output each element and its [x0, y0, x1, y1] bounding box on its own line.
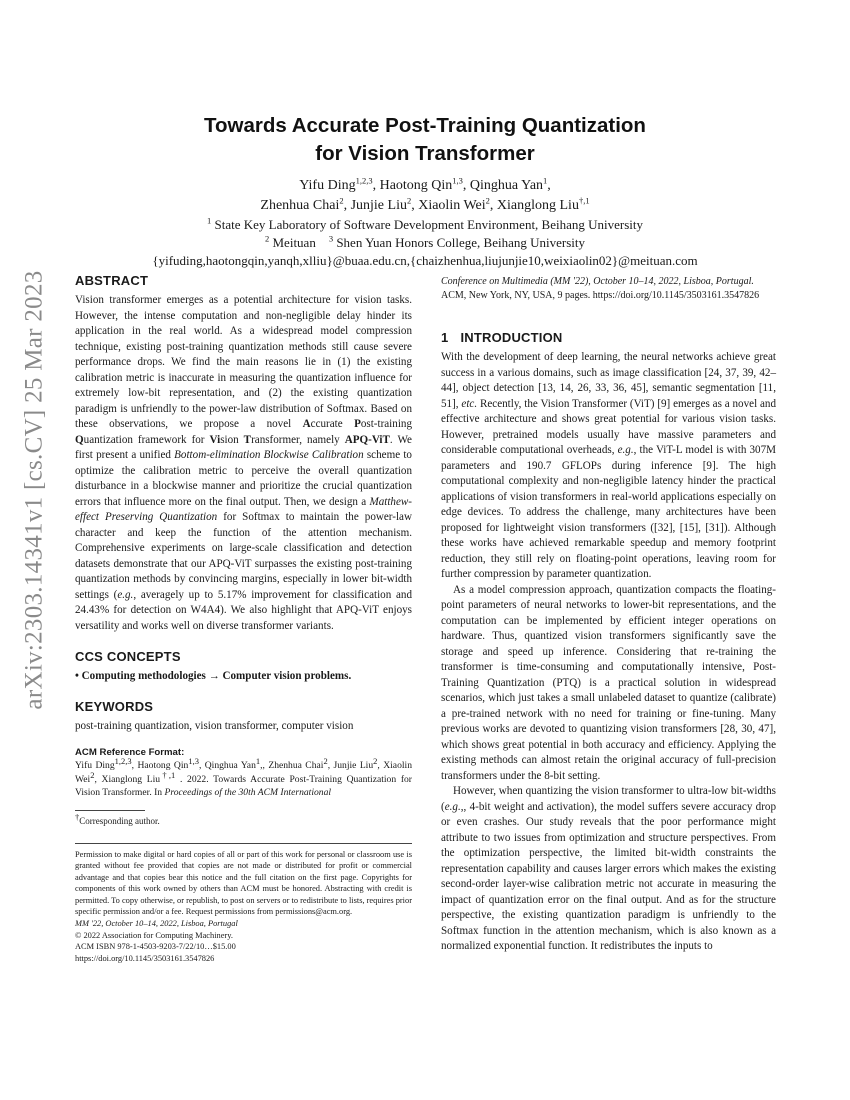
acronym-letter: P [354, 418, 361, 430]
affil-text: Shen Yuan Honors College, Beihang University [336, 235, 585, 250]
ref-sup: 2 [90, 769, 95, 780]
ref-fragment: , Qinghua Yan [198, 760, 256, 771]
author-name: Haotong Qin [379, 178, 453, 193]
abstract-emphasis: e.g. [117, 588, 134, 601]
affil-sup: 2 [265, 233, 270, 244]
author-name: Xiaolin Wei [418, 198, 486, 213]
title-line-1: Towards Accurate Post-Training Quantization [204, 114, 646, 137]
affiliation-2-3 [100, 234, 750, 252]
acm-reference-heading: ACM Reference Format: [75, 747, 185, 758]
abstract-fragment: ransformer, namely [251, 433, 345, 446]
author-sep: , [489, 198, 497, 213]
author-sup: 2 [485, 195, 490, 206]
footnote-rule [75, 810, 145, 811]
intro-fragment: However, when quantizing the vision transformer to ultra-low bit-widths ( [441, 785, 776, 813]
ref-fragment: ,, Zhenhua Chai [260, 760, 324, 771]
affiliations [100, 216, 750, 270]
intro-emphasis: etc. [461, 397, 478, 410]
intro-fragment: With the development of deep learning, the neural networks achieve great success in a various domains, such as image classification [24, 37, 39, 42–44], object detection [13, 14, 26, 33, 36, 45], semantic segmentation [11, 51], [441, 351, 776, 410]
conf-rest: ACM, New York, NY, USA, 9 pages. https://doi.org/10.1145/3503161.3547826 [441, 290, 760, 301]
intro-emphasis: e.g. [617, 444, 634, 456]
author-sep: , [462, 178, 470, 193]
intro-fragment: Recently, the Vision Transformer (ViT) [9] emerges as a novel and effective architecture and shows great potential for various vision tasks. However, pretrained models usually have massive parameters and considerable computational overheads, [441, 397, 776, 456]
acm-reference-text [75, 755, 413, 800]
acronym-letter: A [302, 418, 311, 430]
intro-paragraph-2: As a model compression approach, quantization compacts the floating-point parameters of neural networks to lower-bit representations, and the computation can be implemented by efficient integer operations on hardware. Thus, quantized vision transformers significantly save the storage and speed up inference. Considering that re-training the transformer is time-consuming and computationally intensive, Post-Training Quantization (PTQ) is a practical solution in widespread scenarios, which just takes a small unlabeled dataset to quantize (calibrate) a pre-trained network with no need for training or fine-tuning. Many previous works are devoted to quantizing vision transformers [28, 30, 47], which shows great potential in both accuracy and efficiency. Applying the existing methods can almost retain the original accuracy of full-precision transformers under the 8-bit setting. [441, 583, 776, 782]
author-sup: 2 [339, 195, 344, 206]
abstract-emphasis: Bottom-elimination Blockwise Calibration [174, 449, 364, 461]
keywords-heading: KEYWORDS [75, 699, 154, 714]
introduction-heading [441, 329, 776, 347]
intro-emphasis: e.g. [444, 800, 461, 813]
reference-continuation [441, 275, 776, 303]
paper-title [100, 112, 750, 168]
ref-sup: 2 [373, 755, 378, 766]
section-number: 1 [441, 330, 449, 345]
permission-notice: Permission to make digital or hard copies of all or part of this work for personal or classroom use is granted without fee provided that copies are not made or distributed for profit or commercial advantage and that copies bear this notice and the full citation on the first page. Copyrights for components of this work owned by others than ACM must be honored. Abstracting with credit is permitted. To copy otherwise, or republish, to post on servers or to redistribute to lists, requires prior specific permission and/or a fee. Request permissions from permissions@acm.org. [75, 849, 412, 917]
author-emails: {yifuding,haotongqin,yanqh,xlliu}@buaa.edu.cn,{chaizhenhua,liujunjie10,weixiaolin02}@meituan.com [152, 253, 698, 268]
ref-sup: 1 [255, 755, 261, 766]
permission-copyright: © 2022 Association for Computing Machinery. [75, 930, 233, 940]
ccs-concept: • Computing methodologies → Computer vision problems. [75, 670, 352, 682]
affil-sup: 3 [328, 233, 334, 244]
author-sep: , [411, 198, 419, 213]
author-name: Yifu Ding [299, 178, 356, 193]
abstract-fragment: , averagely up to 5.17% improvement for classification and 24.43% for detection on W4A4). We also highlight that APQ-ViT enjoys versatility and works well on diverse transformer variants. [75, 588, 412, 632]
section-title: INTRODUCTION [460, 330, 563, 345]
keywords-text: post-training quantization, vision transformer, computer vision [75, 720, 354, 732]
title-block [100, 112, 750, 270]
author-sup: 1,3 [452, 175, 463, 186]
ref-sup: 1,3 [188, 755, 199, 766]
abstract-fragment: scheme to optimize the calibration metric to perceive the overall quantization disturbance in a blockwise manner and prioritize the crucial quantization errors that influence more on the final output. Then, we design a [75, 449, 412, 508]
author-sep: , [372, 178, 380, 193]
footnote [75, 811, 412, 827]
author-name: Xianglong Liu [496, 198, 579, 213]
author-sup: 2 [406, 195, 412, 206]
title-line-2: for Vision Transformer [315, 142, 535, 165]
abstract-fragment: uantization framework for [83, 433, 210, 446]
abstract-fragment: Vision transformer emerges as a potential architecture for vision tasks. However, the intense computation and non-negligible delay hinder its application in the real world. As a widespread model compression technique, existing post-training quantization methods still cause severe performance drops. We find the main reasons lie in (1) the existing calibration metric is inaccurate in measuring the quantization influence for extremely low-bit representation, and (2) the existing quantization paradigm is unfriendly to the power-law distribution of Softmax. Based on these observations, we propose a novel [75, 294, 412, 430]
ref-venue: Proceedings of the 30th ACM International [164, 787, 332, 798]
arxiv-stamp [14, 270, 56, 710]
abstract-emphasis: Matthew-effect Preserving Quantization [75, 495, 412, 523]
permission-isbn: ACM ISBN 978-1-4503-9203-7/22/10…$15.00 [75, 942, 236, 952]
abstract-text [75, 293, 412, 634]
right-column [441, 275, 776, 955]
author-line-2 [100, 196, 750, 216]
permission-conf [75, 918, 412, 930]
author-sup: 1 [543, 175, 548, 186]
acronym-letter: Vi [209, 433, 221, 446]
author-sep: , [343, 198, 351, 213]
arxiv-id-text: arXiv:2303.14341v1 [cs.CV] 25 Mar 2023 [21, 270, 48, 710]
ref-sup: 2 [323, 755, 328, 766]
intro-fragment: ,, 4-bit weight and activation), the model suffers severe accuracy drop or even crashes. Our study reveals that the poor performance might attribute to two issues from optimization and structure perspectives. From the optimization perspective, the limited bit-width constraints the representation capability and causes larger errors which makes the existing second-order layer-wise calibration metric not accurate in measuring the impact of quantization error on the final output. And as for the structure perspective, the existing quantization paradigm is unfriendly to the Softmax function in the attention mechanism, which is also known as a normalized exponential function. It redistributes the inputs to [441, 800, 776, 952]
author-sup: †,1 [578, 195, 590, 206]
abstract-fragment: sion [220, 433, 244, 446]
intro-fragment: , the ViT-L model is with 307M parameters and 190.7 GFLOPs during inference [9]. The high computational complexity and non-negligible latency hinder the practical applications of vision transformers in real-world applications especially on edge devices. To address the challenge, many architectures have been proposed for lightweight vision transformers ([32], [15], [31]). Although these works have achieved remarkable speedup and memory footprint reduction, they still rely on floating-point operations, leaving room for further compression by parameter quantization. [441, 444, 776, 580]
abstract-fragment: . We first present a unified [75, 433, 412, 461]
left-column [75, 272, 412, 964]
author-name: Qinghua Yan [469, 178, 544, 193]
ref-fragment: Yifu Ding [75, 760, 115, 771]
footnote-sup: † [75, 811, 80, 822]
author-name: Zhenhua Chai [260, 198, 340, 213]
ref-fragment: , Xiaolin Wei [75, 760, 412, 785]
footnote-text: Corresponding author. [79, 815, 160, 826]
acronym-letter: T [243, 433, 252, 446]
abstract-fragment: for Softmax to maintain the power-law character and keep the function of the attention mechanism. Comprehensive experiments on large-scale classification and detection datasets demonstrate that our APQ-ViT surpasses the existing post-training quantization methods by convincing margins, especially in lower bit-width settings ( [75, 511, 412, 601]
ref-fragment: , Junjie Liu [327, 760, 374, 771]
affil-text: Meituan [272, 235, 316, 250]
acronym-letter: Q [75, 433, 84, 446]
author-sup: 1,2,3 [355, 175, 373, 186]
ccs-heading: CCS CONCEPTS [75, 649, 181, 664]
author-name: Junjie Liu [350, 198, 407, 213]
abstract-heading: ABSTRACT [75, 273, 149, 288]
ref-fragment: , Xianglong Liu [94, 773, 161, 785]
author-sep: , [547, 178, 551, 193]
abstract-fragment: ccurate [310, 418, 355, 430]
ref-sup: 1,2,3 [114, 755, 132, 766]
ref-fragment: . 2022. Towards Accurate Post-Training Quantization for Vision Transformer. In [75, 773, 413, 798]
affil-text: State Key Laboratory of Software Development Environment, Beihang University [214, 217, 644, 232]
ref-fragment: , Haotong Qin [131, 760, 189, 771]
author-list [100, 176, 750, 216]
intro-paragraph-3 [441, 784, 776, 955]
permission-conf-text: MM '22, October 10–14, 2022, Lisboa, Portugal [75, 919, 238, 929]
affil-sup: 1 [206, 215, 212, 226]
permission-rule [75, 843, 412, 844]
permission-doi[interactable]: https://doi.org/10.1145/3503161.3547826 [75, 953, 215, 963]
affiliation-1 [100, 216, 750, 234]
author-line-1 [100, 176, 750, 196]
ref-sup: †,1 [160, 769, 176, 780]
conf-emphasis: Conference on Multimedia (MM '22), October 10–14, 2022, Lisboa, Portugal. [441, 276, 754, 287]
intro-paragraph-1 [441, 350, 776, 583]
method-name: APQ-ViT [344, 433, 390, 446]
abstract-fragment: ost-training [360, 418, 412, 430]
